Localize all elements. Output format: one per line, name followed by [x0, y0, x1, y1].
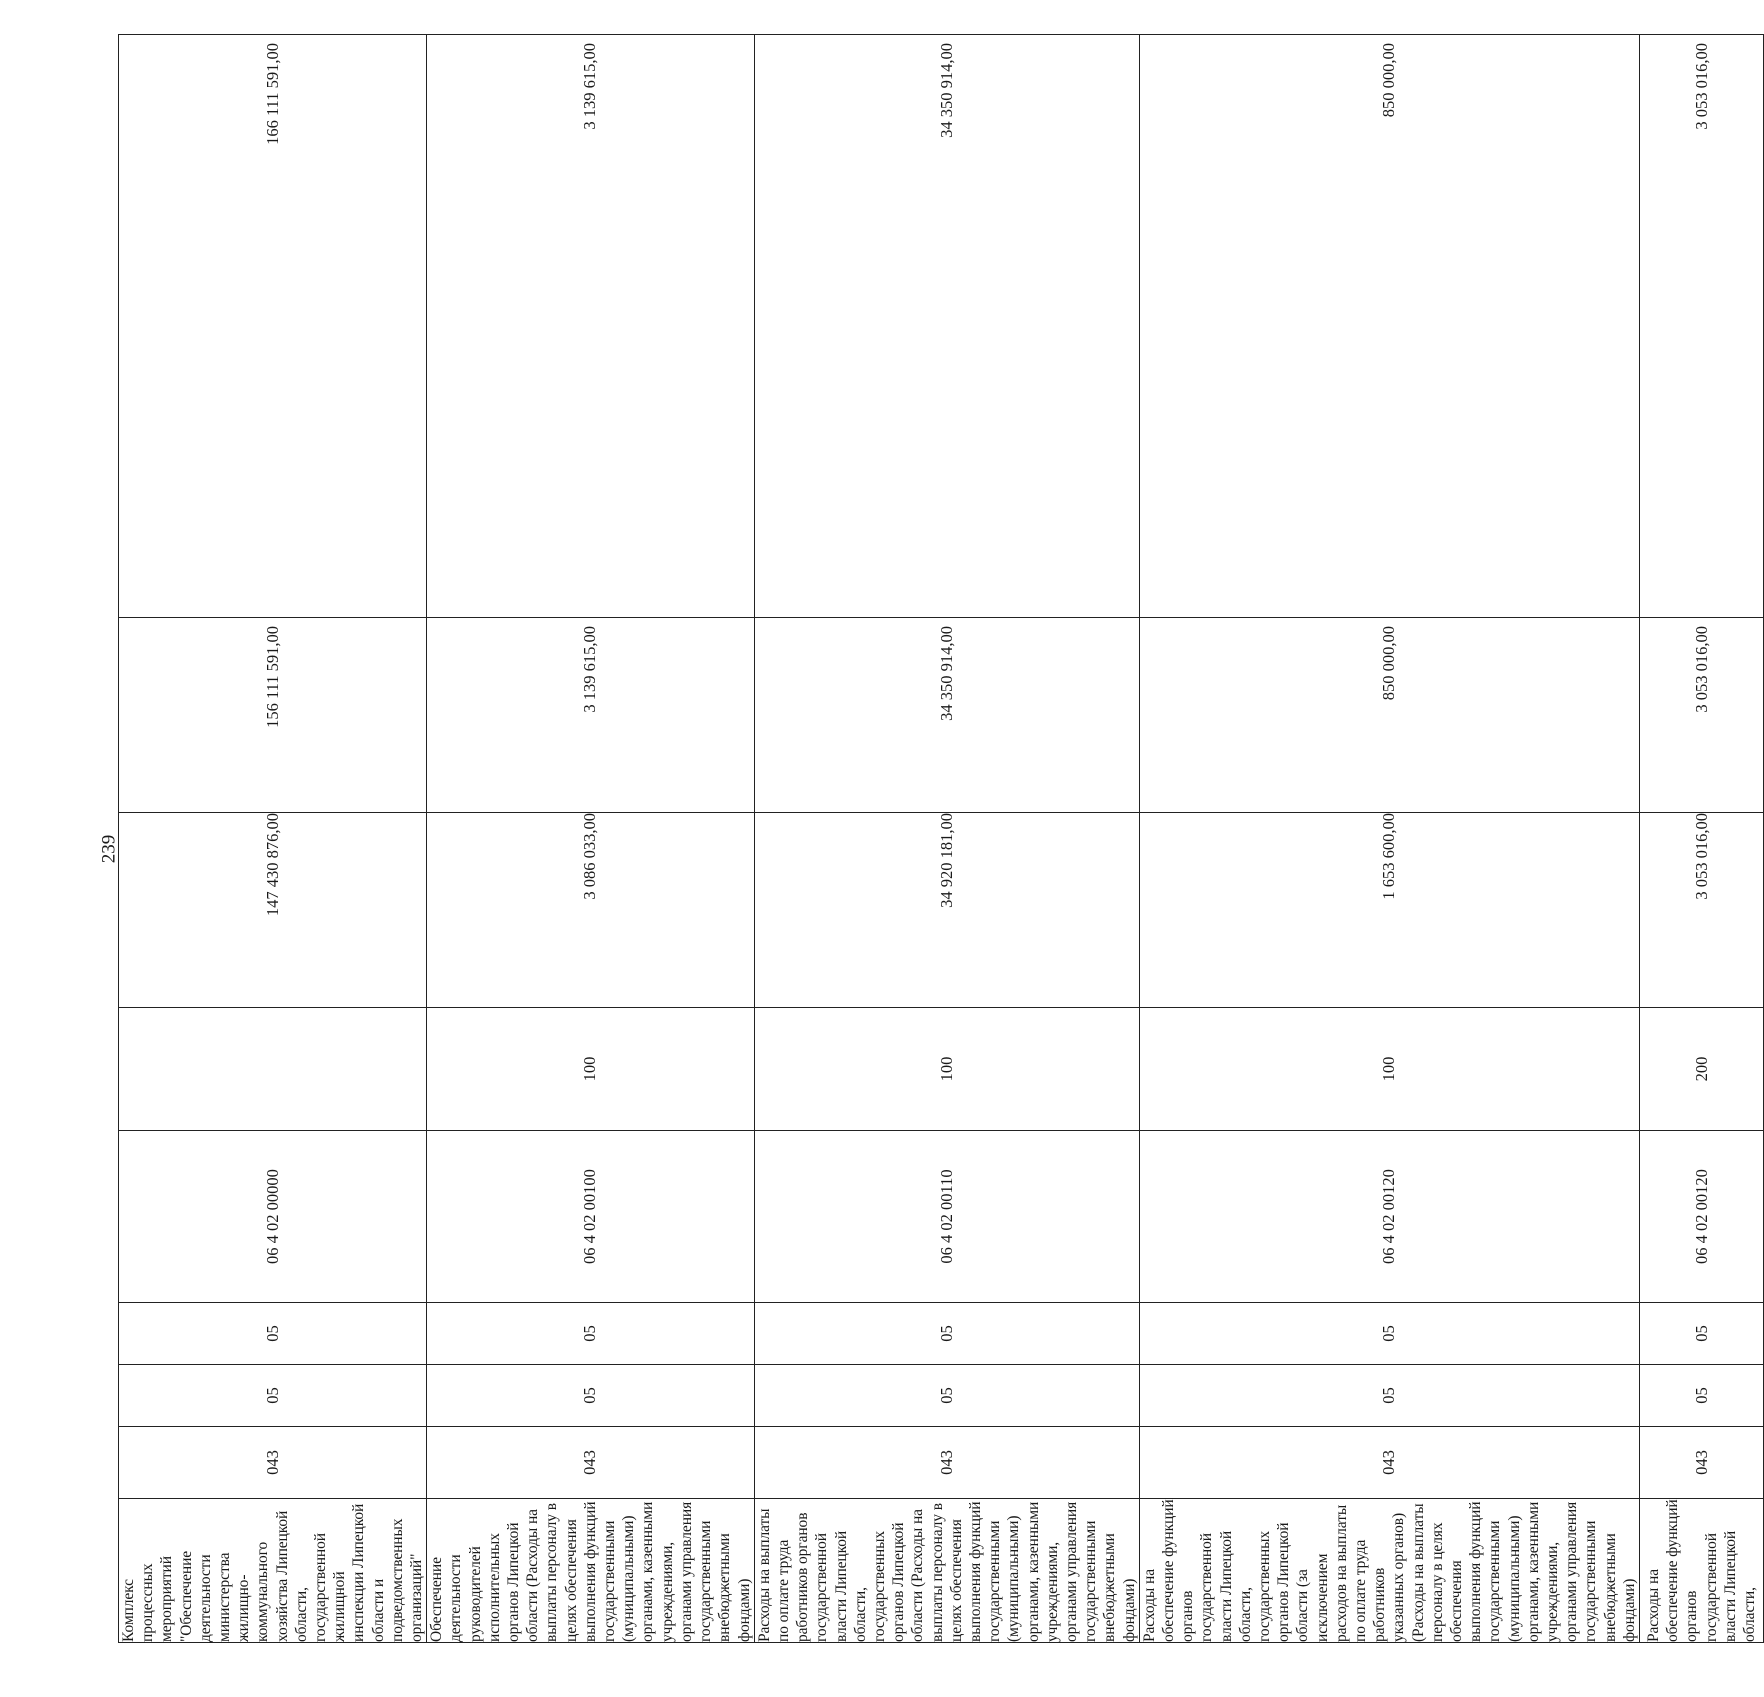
target-article-code: 06 4 02 00120 — [1139, 1131, 1639, 1303]
amount-year-3: 34 350 914,00 — [754, 35, 1139, 618]
rotated-table-container — [118, 35, 1758, 1643]
target-article-code: 06 4 02 00000 — [119, 1131, 427, 1303]
subsection-code: 05 — [754, 1303, 1139, 1365]
admin-code: 043 — [119, 1427, 427, 1499]
expense-type-code: 100 — [427, 1008, 754, 1131]
admin-code: 043 — [754, 1427, 1139, 1499]
row-description: Расходы на обеспечение функций органов государственной власти Липецкой области, — [1640, 1499, 1764, 1643]
amount-year-1: 3 053 016,00 — [1640, 813, 1764, 1008]
amount-year-3: 850 000,00 — [1139, 35, 1639, 618]
amount-year-1: 1 653 600,00 — [1139, 813, 1639, 1008]
section-code: 05 — [1139, 1365, 1639, 1427]
amount-year-3: 3 053 016,00 — [1640, 35, 1764, 618]
expense-type-code: 200 — [1640, 1008, 1764, 1131]
row-description: Обеспечение деятельности руководителей исполнительных органов Липецкой области (Расходы на выплаты персоналу в целях обеспечения выполнения функций государственными (муниципальными) органами, казенными учреждениями, органами управления государственными внебюджетными фондами) — [427, 1499, 754, 1643]
section-code: 05 — [427, 1365, 754, 1427]
expense-type-code: 100 — [754, 1008, 1139, 1131]
amount-year-1: 147 430 876,00 — [119, 813, 427, 1008]
amount-year-2: 850 000,00 — [1139, 618, 1639, 813]
row-description: Расходы на обеспечение функций органов государственной власти Липецкой области, государственных органов Липецкой области (за исключением расходов на выплаты по оплате труда работников указанных органов) (Расходы на выплаты персоналу в целях обеспечения выполнения функций государственными (муниципальными) органами, казенными учреждениями, органами управления государственными внебюджетными фондами) — [1140, 1499, 1638, 1642]
table-row — [1640, 35, 1764, 1643]
table-row — [1139, 35, 1639, 1643]
expense-type-code: 100 — [1139, 1008, 1639, 1131]
table-row — [119, 35, 427, 1643]
admin-code: 043 — [1640, 1427, 1764, 1499]
amount-year-3: 3 139 615,00 — [427, 35, 754, 618]
expense-type-code — [119, 1008, 427, 1131]
amount-year-2: 3 139 615,00 — [427, 618, 754, 813]
section-code: 05 — [1640, 1365, 1764, 1427]
table-row — [754, 35, 1139, 1643]
page-number: 239 — [98, 834, 120, 864]
target-article-code: 06 4 02 00100 — [427, 1131, 754, 1303]
admin-code: 043 — [1139, 1427, 1639, 1499]
amount-year-2: 156 111 591,00 — [119, 618, 427, 813]
amount-year-3: 166 111 591,00 — [119, 35, 427, 618]
row-description: Комплекс процессных мероприятий "Обеспечение деятельности министерства жилищно-коммунального хозяйства Липецкой области, государственной жилищной инспекции Липецкой области и подведомственных организаций" — [119, 1499, 427, 1643]
amount-year-1: 34 920 181,00 — [754, 813, 1139, 1008]
table-row — [427, 35, 754, 1643]
target-article-code: 06 4 02 00110 — [754, 1131, 1139, 1303]
subsection-code: 05 — [119, 1303, 427, 1365]
section-code: 05 — [119, 1365, 427, 1427]
target-article-code: 06 4 02 00120 — [1640, 1131, 1764, 1303]
amount-year-1: 3 086 033,00 — [427, 813, 754, 1008]
row-description: Расходы на выплаты по оплате труда работников органов государственной власти Липецкой области, государственных органов Липецкой области (Расходы на выплаты персоналу в целях обеспечения выполнения функций государственными (муниципальными) органами, казенными учреждениями, органами управления государственными внебюджетными фондами) — [754, 1499, 1139, 1643]
amount-year-2: 3 053 016,00 — [1640, 618, 1764, 813]
budget-table — [118, 34, 1764, 1643]
section-code: 05 — [754, 1365, 1139, 1427]
admin-code: 043 — [427, 1427, 754, 1499]
subsection-code: 05 — [427, 1303, 754, 1365]
subsection-code: 05 — [1139, 1303, 1639, 1365]
amount-year-2: 34 350 914,00 — [754, 618, 1139, 813]
subsection-code: 05 — [1640, 1303, 1764, 1365]
